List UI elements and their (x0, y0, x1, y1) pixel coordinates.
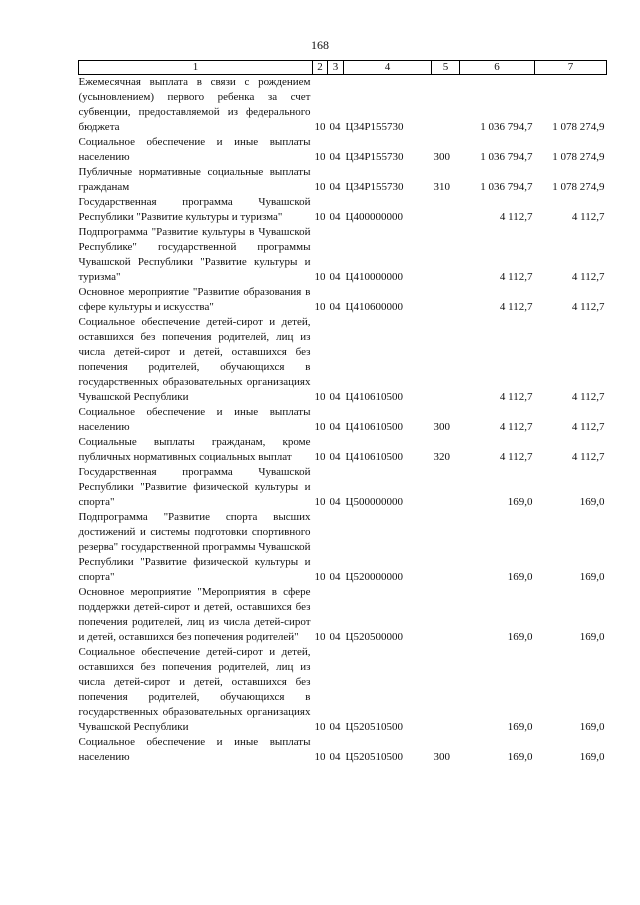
row-target-article: Ц520500000 (345, 631, 403, 643)
budget-table (78, 60, 607, 765)
row-subsection: 04 (329, 631, 341, 643)
table-row (79, 510, 607, 585)
row-section: 10 (314, 631, 326, 643)
row-amount-year-1: 169,0 (507, 631, 533, 643)
table-row (79, 405, 607, 435)
row-expense-type (432, 645, 460, 735)
row-target-article: Ц34Р155730 (345, 121, 404, 133)
row-name: Основное мероприятие "Мероприятия в сфере поддержки детей-сирот и детей, оставшихся без попечения родителей, лиц из числа детей-сирот и детей, оставшихся без попечения родителей" (78, 586, 311, 643)
row-section: 10 (314, 121, 326, 133)
row-expense-type: 300 (433, 421, 450, 433)
row-target-article: Ц520510500 (345, 721, 403, 733)
row-target-article: Ц410000000 (345, 271, 403, 283)
row-target-article: Ц410610500 (345, 421, 403, 433)
row-section: 10 (314, 181, 326, 193)
header-col-7: 7 (535, 61, 607, 75)
row-amount-year-1: 4 112,7 (499, 271, 533, 283)
row-name: Социальные выплаты гражданам, кроме публичных нормативных социальных выплат (78, 436, 311, 463)
table-row (79, 645, 607, 735)
row-expense-type (432, 225, 460, 285)
row-amount-year-2: 4 112,7 (571, 301, 605, 313)
row-expense-type (432, 510, 460, 585)
table-row (79, 135, 607, 165)
row-amount-year-2: 1 078 274,9 (552, 181, 605, 193)
row-amount-year-2: 169,0 (579, 751, 605, 763)
row-name: Социальное обеспечение детей-сирот и детей, оставшихся без попечения родителей, лиц из числа детей-сирот и детей, оставшихся без попечения родителей, обучающихся в государственных образовательных организациях Чувашской Республики (78, 646, 311, 733)
row-amount-year-1: 1 036 794,7 (480, 151, 533, 163)
row-amount-year-2: 169,0 (579, 631, 605, 643)
row-target-article: Ц410610500 (345, 391, 403, 403)
row-target-article: Ц34Р155730 (345, 151, 404, 163)
row-amount-year-2: 4 112,7 (571, 451, 605, 463)
row-amount-year-1: 1 036 794,7 (480, 121, 533, 133)
row-section: 10 (314, 496, 326, 508)
row-expense-type (432, 315, 460, 405)
row-target-article: Ц400000000 (345, 211, 403, 223)
row-subsection: 04 (329, 751, 341, 763)
row-name: Социальное обеспечение и иные выплаты населению (78, 136, 311, 163)
row-expense-type (432, 75, 460, 136)
row-section: 10 (314, 391, 326, 403)
page-number: 168 (311, 38, 329, 52)
header-col-4: 4 (344, 61, 432, 75)
header-col-5: 5 (432, 61, 460, 75)
table-row (79, 75, 607, 136)
row-amount-year-2: 169,0 (579, 496, 605, 508)
row-subsection: 04 (329, 181, 341, 193)
row-amount-year-2: 4 112,7 (571, 421, 605, 433)
row-expense-type (432, 585, 460, 645)
row-amount-year-2: 4 112,7 (571, 391, 605, 403)
table-row (79, 315, 607, 405)
row-name: Основное мероприятие "Развитие образования в сфере культуры и искусства" (78, 286, 311, 313)
row-name: Подпрограмма "Развитие культуры в Чувашской Республике" государственной программы Чувашской Республики "Развитие культуры и туризма" (78, 226, 311, 283)
row-expense-type (432, 465, 460, 510)
row-expense-type: 320 (433, 451, 450, 463)
row-subsection: 04 (329, 151, 341, 163)
table-row (79, 465, 607, 510)
row-subsection: 04 (329, 121, 341, 133)
row-amount-year-1: 4 112,7 (499, 451, 533, 463)
row-amount-year-1: 4 112,7 (499, 301, 533, 313)
header-col-2: 2 (313, 61, 328, 75)
row-section: 10 (314, 301, 326, 313)
table-row (79, 585, 607, 645)
header-col-3: 3 (328, 61, 344, 75)
row-target-article: Ц500000000 (345, 496, 403, 508)
row-amount-year-1: 4 112,7 (499, 421, 533, 433)
row-subsection: 04 (329, 496, 341, 508)
row-subsection: 04 (329, 271, 341, 283)
row-section: 10 (314, 271, 326, 283)
row-subsection: 04 (329, 571, 341, 583)
row-target-article: Ц410610500 (345, 451, 403, 463)
row-amount-year-1: 169,0 (507, 571, 533, 583)
row-section: 10 (314, 421, 326, 433)
row-name: Государственная программа Чувашской Республики "Развитие культуры и туризма" (78, 196, 311, 223)
table-row (79, 285, 607, 315)
row-subsection: 04 (329, 301, 341, 313)
row-name: Социальное обеспечение детей-сирот и детей, оставшихся без попечения родителей, лиц из числа детей-сирот и детей, оставшихся без попечения родителей, обучающихся в государственных образовательных организациях Чувашской Республики (78, 316, 311, 403)
row-subsection: 04 (329, 211, 341, 223)
row-section: 10 (314, 571, 326, 583)
row-name: Социальное обеспечение и иные выплаты населению (78, 406, 311, 433)
row-target-article: Ц34Р155730 (345, 181, 404, 193)
row-amount-year-2: 169,0 (579, 721, 605, 733)
header-col-6: 6 (460, 61, 535, 75)
table-row (79, 735, 607, 765)
row-name: Ежемесячная выплата в связи с рождением (усыновлением) первого ребенка за счет субвенции, предоставляемой из федерального бюджета (78, 76, 311, 133)
row-section: 10 (314, 751, 326, 763)
row-amount-year-1: 169,0 (507, 751, 533, 763)
table-row (79, 195, 607, 225)
row-section: 10 (314, 721, 326, 733)
row-amount-year-1: 1 036 794,7 (480, 181, 533, 193)
row-subsection: 04 (329, 721, 341, 733)
row-expense-type: 310 (433, 181, 450, 193)
table-row (79, 225, 607, 285)
row-amount-year-1: 169,0 (507, 721, 533, 733)
row-amount-year-2: 169,0 (579, 571, 605, 583)
row-subsection: 04 (329, 451, 341, 463)
row-section: 10 (314, 151, 326, 163)
table-row (79, 435, 607, 465)
row-target-article: Ц520000000 (345, 571, 403, 583)
header-col-1: 1 (79, 61, 313, 75)
row-amount-year-2: 1 078 274,9 (552, 121, 605, 133)
row-amount-year-1: 169,0 (507, 496, 533, 508)
row-expense-type: 300 (433, 751, 450, 763)
row-expense-type (432, 195, 460, 225)
row-subsection: 04 (329, 421, 341, 433)
row-expense-type (432, 285, 460, 315)
row-subsection: 04 (329, 391, 341, 403)
row-amount-year-1: 4 112,7 (499, 391, 533, 403)
header-row (79, 61, 607, 75)
row-target-article: Ц520510500 (345, 751, 403, 763)
row-section: 10 (314, 211, 326, 223)
row-expense-type: 300 (433, 151, 450, 163)
row-name: Государственная программа Чувашской Республики "Развитие физической культуры и спорта" (78, 466, 311, 508)
row-name: Социальное обеспечение и иные выплаты населению (78, 736, 311, 763)
row-amount-year-2: 4 112,7 (571, 211, 605, 223)
row-amount-year-2: 4 112,7 (571, 271, 605, 283)
row-amount-year-2: 1 078 274,9 (552, 151, 605, 163)
row-section: 10 (314, 451, 326, 463)
row-target-article: Ц410600000 (345, 301, 403, 313)
row-name: Подпрограмма "Развитие спорта высших достижений и системы подготовки спортивного резерва" государственной программы Чувашской Республики "Развитие физической культуры и спорта" (78, 511, 311, 583)
row-name: Публичные нормативные социальные выплаты гражданам (78, 166, 311, 193)
table-row (79, 165, 607, 195)
row-amount-year-1: 4 112,7 (499, 211, 533, 223)
